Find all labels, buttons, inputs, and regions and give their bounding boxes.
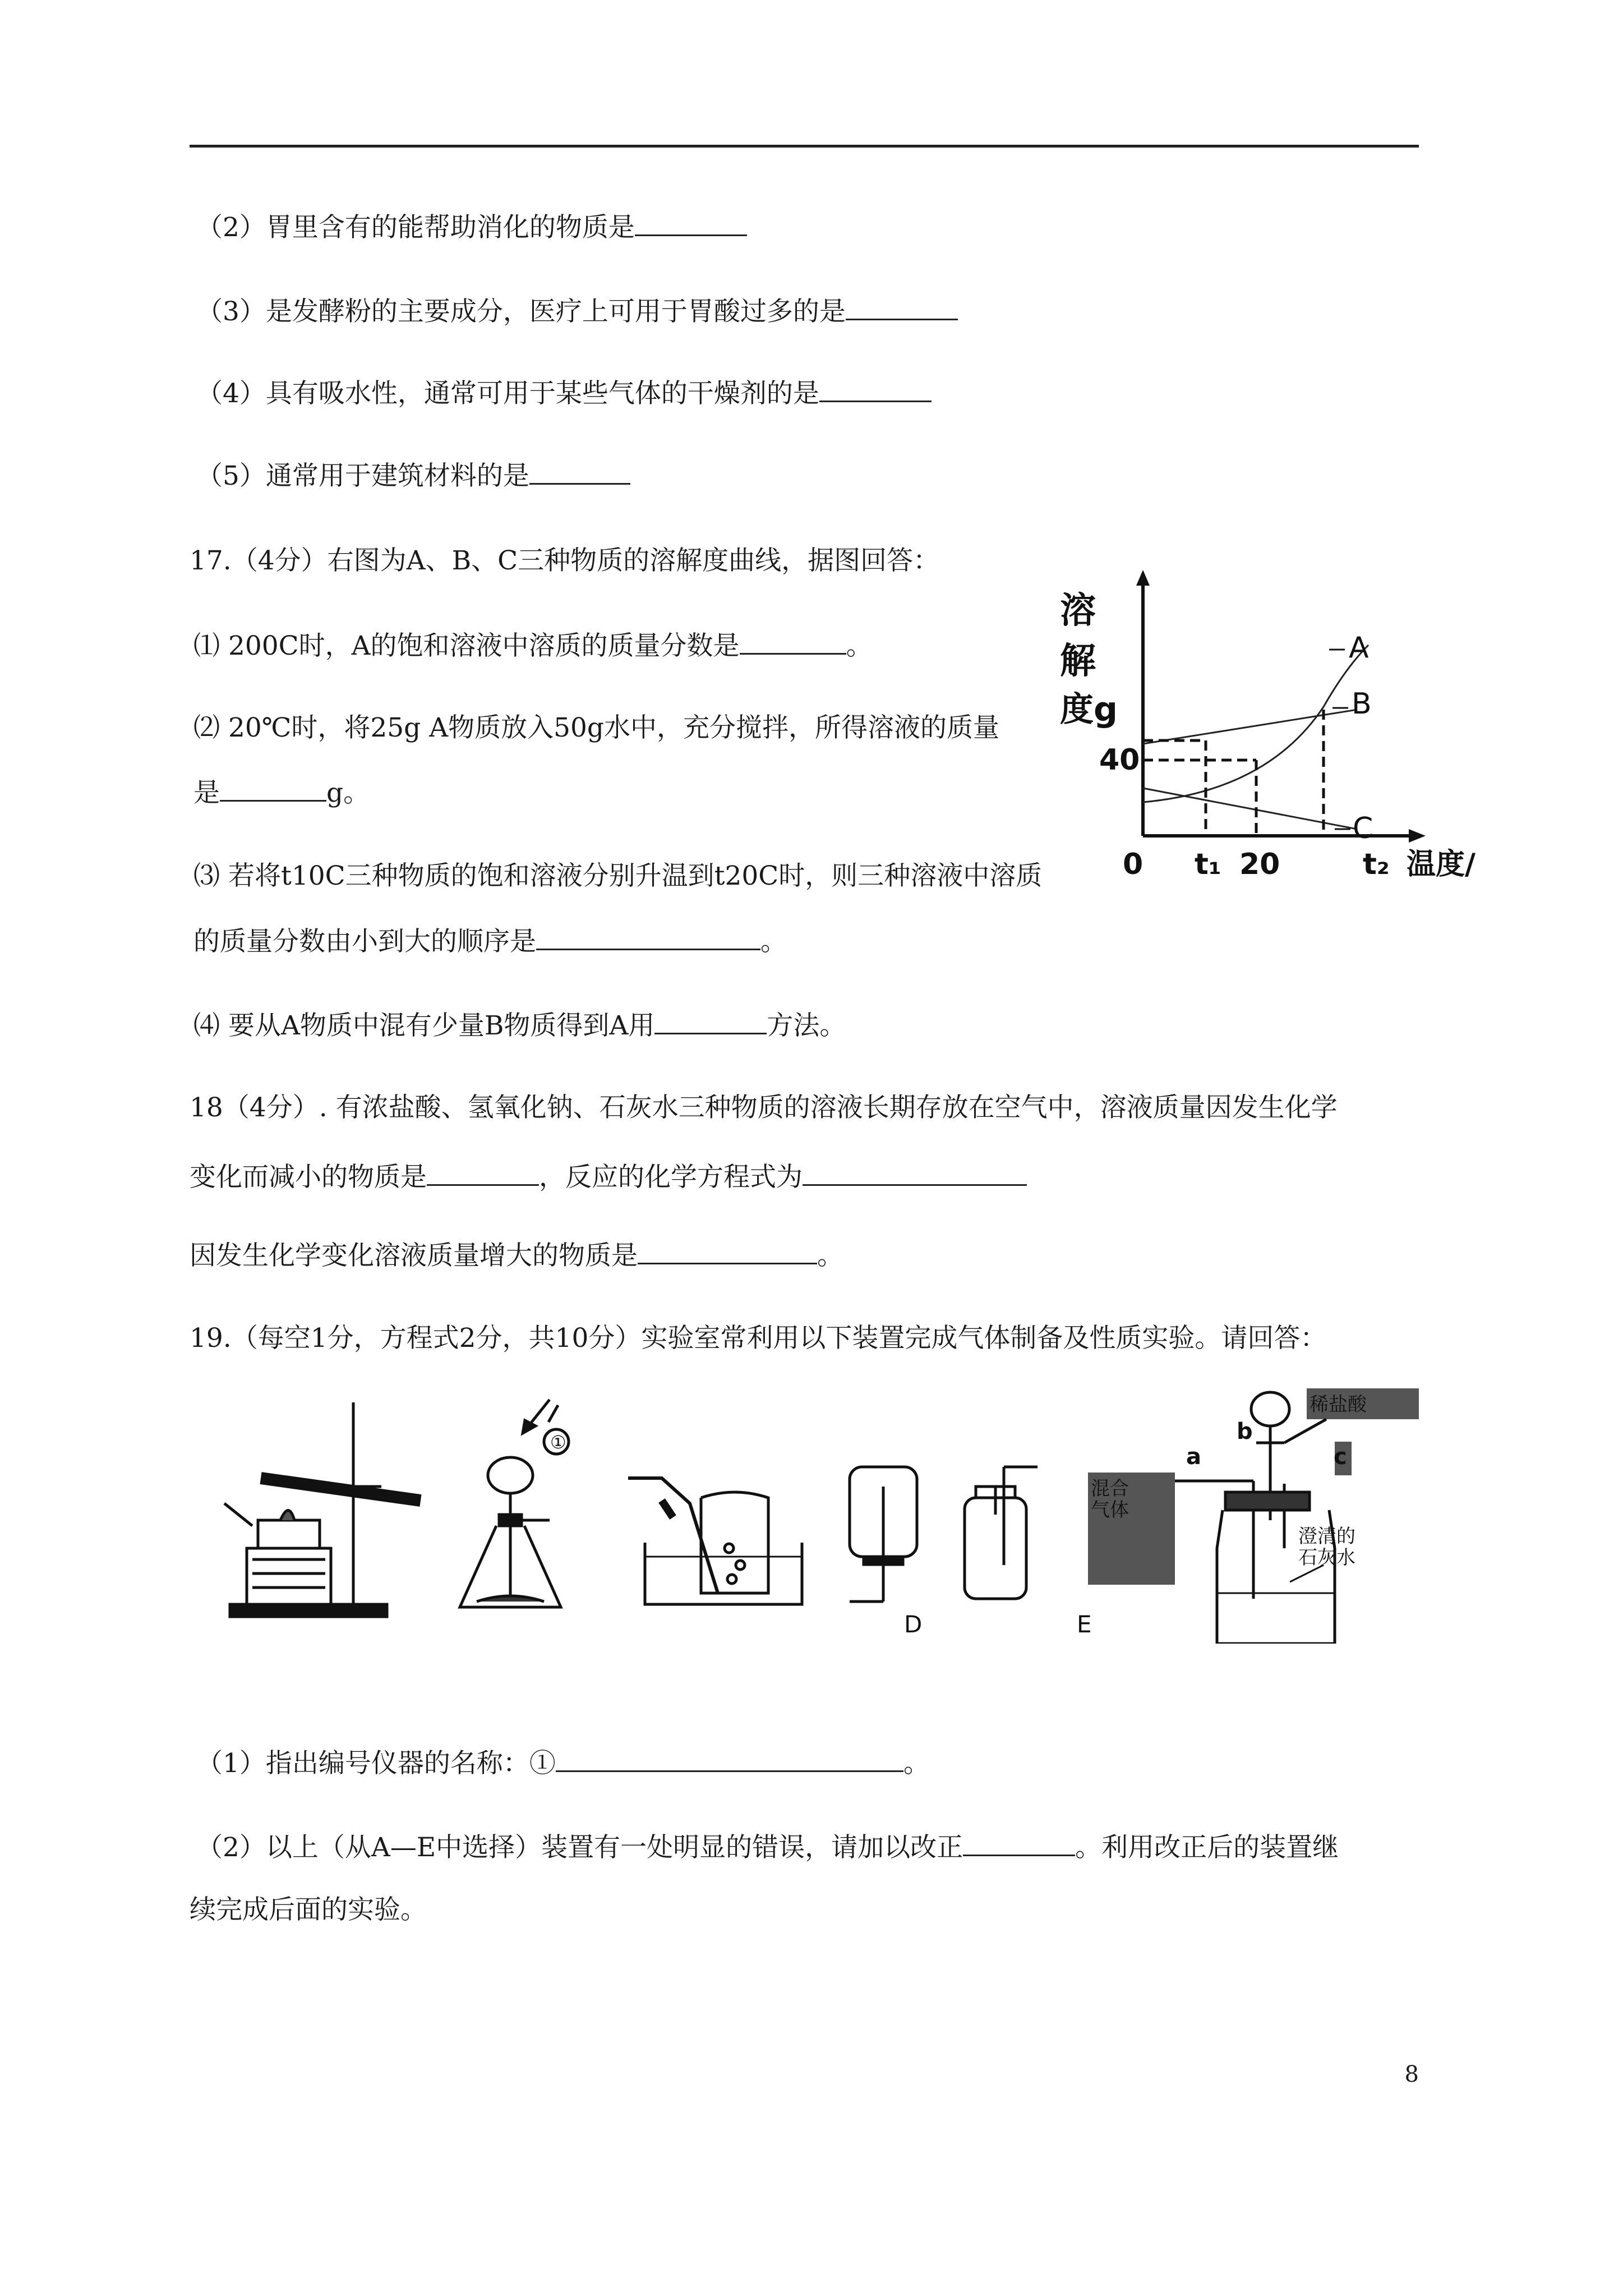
q18-line-2: [190, 1158, 1027, 1194]
q16-item-5-text: （5）通常用于建筑材料的是: [196, 461, 529, 491]
series-a-label: A: [1349, 631, 1369, 665]
mixed-gas-label-1: 混合: [1091, 1478, 1129, 1500]
x-tick-20: 20: [1239, 848, 1280, 881]
series-c-label: C: [1353, 812, 1373, 845]
answer-blank[interactable]: [220, 774, 326, 802]
q17-stem: [190, 544, 939, 578]
gas-washing-bottle: [1175, 1392, 1335, 1644]
q16-item-3: [196, 293, 958, 329]
ylabel-char-1: 溶: [1060, 590, 1096, 632]
answer-blank[interactable]: [846, 293, 958, 320]
answer-blank[interactable]: [635, 209, 747, 236]
q17-sub-2: [193, 711, 999, 745]
x-axis-label: 温度/: [1407, 848, 1476, 881]
y-axis-arrow: [1136, 570, 1150, 586]
q19-sub-1-end: 。: [903, 1748, 930, 1779]
apparatus-a: [224, 1402, 421, 1617]
answer-blank[interactable]: [803, 1158, 1027, 1186]
q17-sub-2-cont-text: 是: [193, 777, 220, 808]
apparatus-figure: [213, 1380, 1436, 1644]
q16-item-2: [196, 209, 747, 245]
x-tick-t2: t₂: [1363, 848, 1390, 881]
ylabel-char-2: 解: [1060, 641, 1096, 682]
apparatus-e: [965, 1467, 1038, 1599]
q19-stem: [190, 1322, 1326, 1355]
q17-sub-2-unit: g。: [326, 777, 370, 808]
answer-blank[interactable]: [638, 1237, 817, 1264]
q17-sub-3-text: ⑶ 若将t10C三种物质的饱和溶液分别升温到t20C时，则三种溶液中溶质: [193, 861, 1043, 891]
answer-blank[interactable]: [536, 923, 760, 950]
q18-line-1: [190, 1091, 1338, 1125]
q17-sub-4-end: 方法。: [767, 1010, 846, 1041]
answer-blank[interactable]: [819, 375, 932, 402]
q16-item-4-text: （4）具有吸水性，通常可用于某些气体的干燥剂的是: [196, 378, 819, 409]
label-a: a: [1186, 1444, 1201, 1470]
q16-item-5: [196, 457, 630, 493]
q19-sub-2-cont-text: 续完成后面的实验。: [190, 1894, 427, 1925]
q18-line-1-text: 18（4分）. 有浓盐酸、氢氧化钠、石灰水三种物质的溶液长期存放在空气中，溶液质量因发生化学: [190, 1092, 1338, 1123]
dilute-hcl-label: 稀盐酸: [1310, 1393, 1367, 1416]
x-axis-arrow: [1409, 829, 1426, 843]
q17-sub-3-cont: [193, 923, 787, 959]
answer-blank[interactable]: [556, 1745, 903, 1772]
header-rule: [190, 145, 1419, 148]
q19-sub-2: [196, 1829, 1339, 1865]
x-tick-t1: t₁: [1195, 848, 1221, 881]
q19-stem-text: 19.（每空1分，方程式2分，共10分）实验室常利用以下装置完成气体制备及性质实验。请回答：: [190, 1323, 1327, 1354]
y-tick-40: 40: [1099, 743, 1140, 777]
circle-1-label: ①: [550, 1432, 566, 1453]
q16-item-2-text: （2）胃里含有的能帮助消化的物质是: [196, 212, 635, 243]
answer-blank[interactable]: [740, 627, 846, 655]
q18-line-3-text: 因发生化学变化溶液质量增大的物质是: [190, 1240, 638, 1271]
q17-stem-text: 17.（4分）右图为A、B、C三种物质的溶解度曲线，据图回答：: [190, 545, 940, 576]
apparatus-b: [460, 1400, 569, 1607]
q17-sub-4-text: ⑷ 要从A物质中混有少量B物质得到A用: [193, 1010, 655, 1041]
mixed-gas-label-2: 气体: [1091, 1499, 1129, 1521]
q19-sub-2-cont: [190, 1893, 427, 1927]
answer-blank[interactable]: [963, 1829, 1075, 1856]
q16-item-3-text: （3）是发酵粉的主要成分，医疗上可用于胃酸过多的是: [196, 296, 846, 327]
answer-blank[interactable]: [529, 457, 630, 485]
page-number: 8: [1404, 2062, 1419, 2087]
x-tick-0: 0: [1123, 848, 1144, 881]
q18-line-3: [190, 1237, 843, 1273]
label-e: E: [1077, 1611, 1092, 1638]
q19-sub-2-text: （2）以上（从A—E中选择）装置有一处明显的错误，请加以改正: [196, 1832, 963, 1863]
q19-sub-1-text: （1）指出编号仪器的名称：①: [196, 1748, 556, 1779]
q17-sub-1: [193, 627, 873, 663]
answer-blank[interactable]: [427, 1158, 539, 1186]
answer-blank[interactable]: [654, 1007, 767, 1034]
solubility-chart: [1054, 567, 1503, 886]
q17-sub-3: [193, 859, 1042, 893]
q17-sub-2-cont: [193, 774, 370, 810]
q19-sub-2-mid: 。利用改正后的装置继: [1075, 1832, 1339, 1863]
q17-sub-3-end: 。: [760, 926, 787, 957]
limewater-label-2: 石灰水: [1298, 1547, 1355, 1569]
q17-sub-3-cont-text: 的质量分数由小到大的顺序是: [193, 926, 536, 957]
limewater-label-1: 澄清的: [1298, 1525, 1355, 1548]
ylabel-char-3: 度g: [1060, 690, 1118, 729]
series-b-label: B: [1352, 687, 1372, 721]
label-c: c: [1334, 1444, 1347, 1470]
series-b-line: [1143, 710, 1357, 744]
q18-line-3-end: 。: [817, 1240, 843, 1271]
q16-item-4: [196, 375, 932, 411]
q18-line-2-text: 变化而减小的物质是: [190, 1162, 427, 1193]
q17-sub-2-text: ⑵ 20℃时，将25g A物质放入50g水中，充分搅拌，所得溶液的质量: [193, 712, 999, 743]
q19-sub-1: [196, 1745, 930, 1780]
series-c-line: [1143, 788, 1357, 829]
q18-line-2-mid: ，反应的化学方程式为: [539, 1162, 803, 1193]
label-d: D: [904, 1611, 923, 1638]
q17-sub-4: [193, 1007, 846, 1043]
apparatus-c: [628, 1478, 802, 1604]
apparatus-d: [850, 1467, 917, 1602]
q17-sub-1-end: 。: [846, 631, 873, 661]
label-b: b: [1237, 1419, 1253, 1444]
q17-sub-1-text: ⑴ 200C时，A的饱和溶液中溶质的质量分数是: [193, 631, 740, 661]
